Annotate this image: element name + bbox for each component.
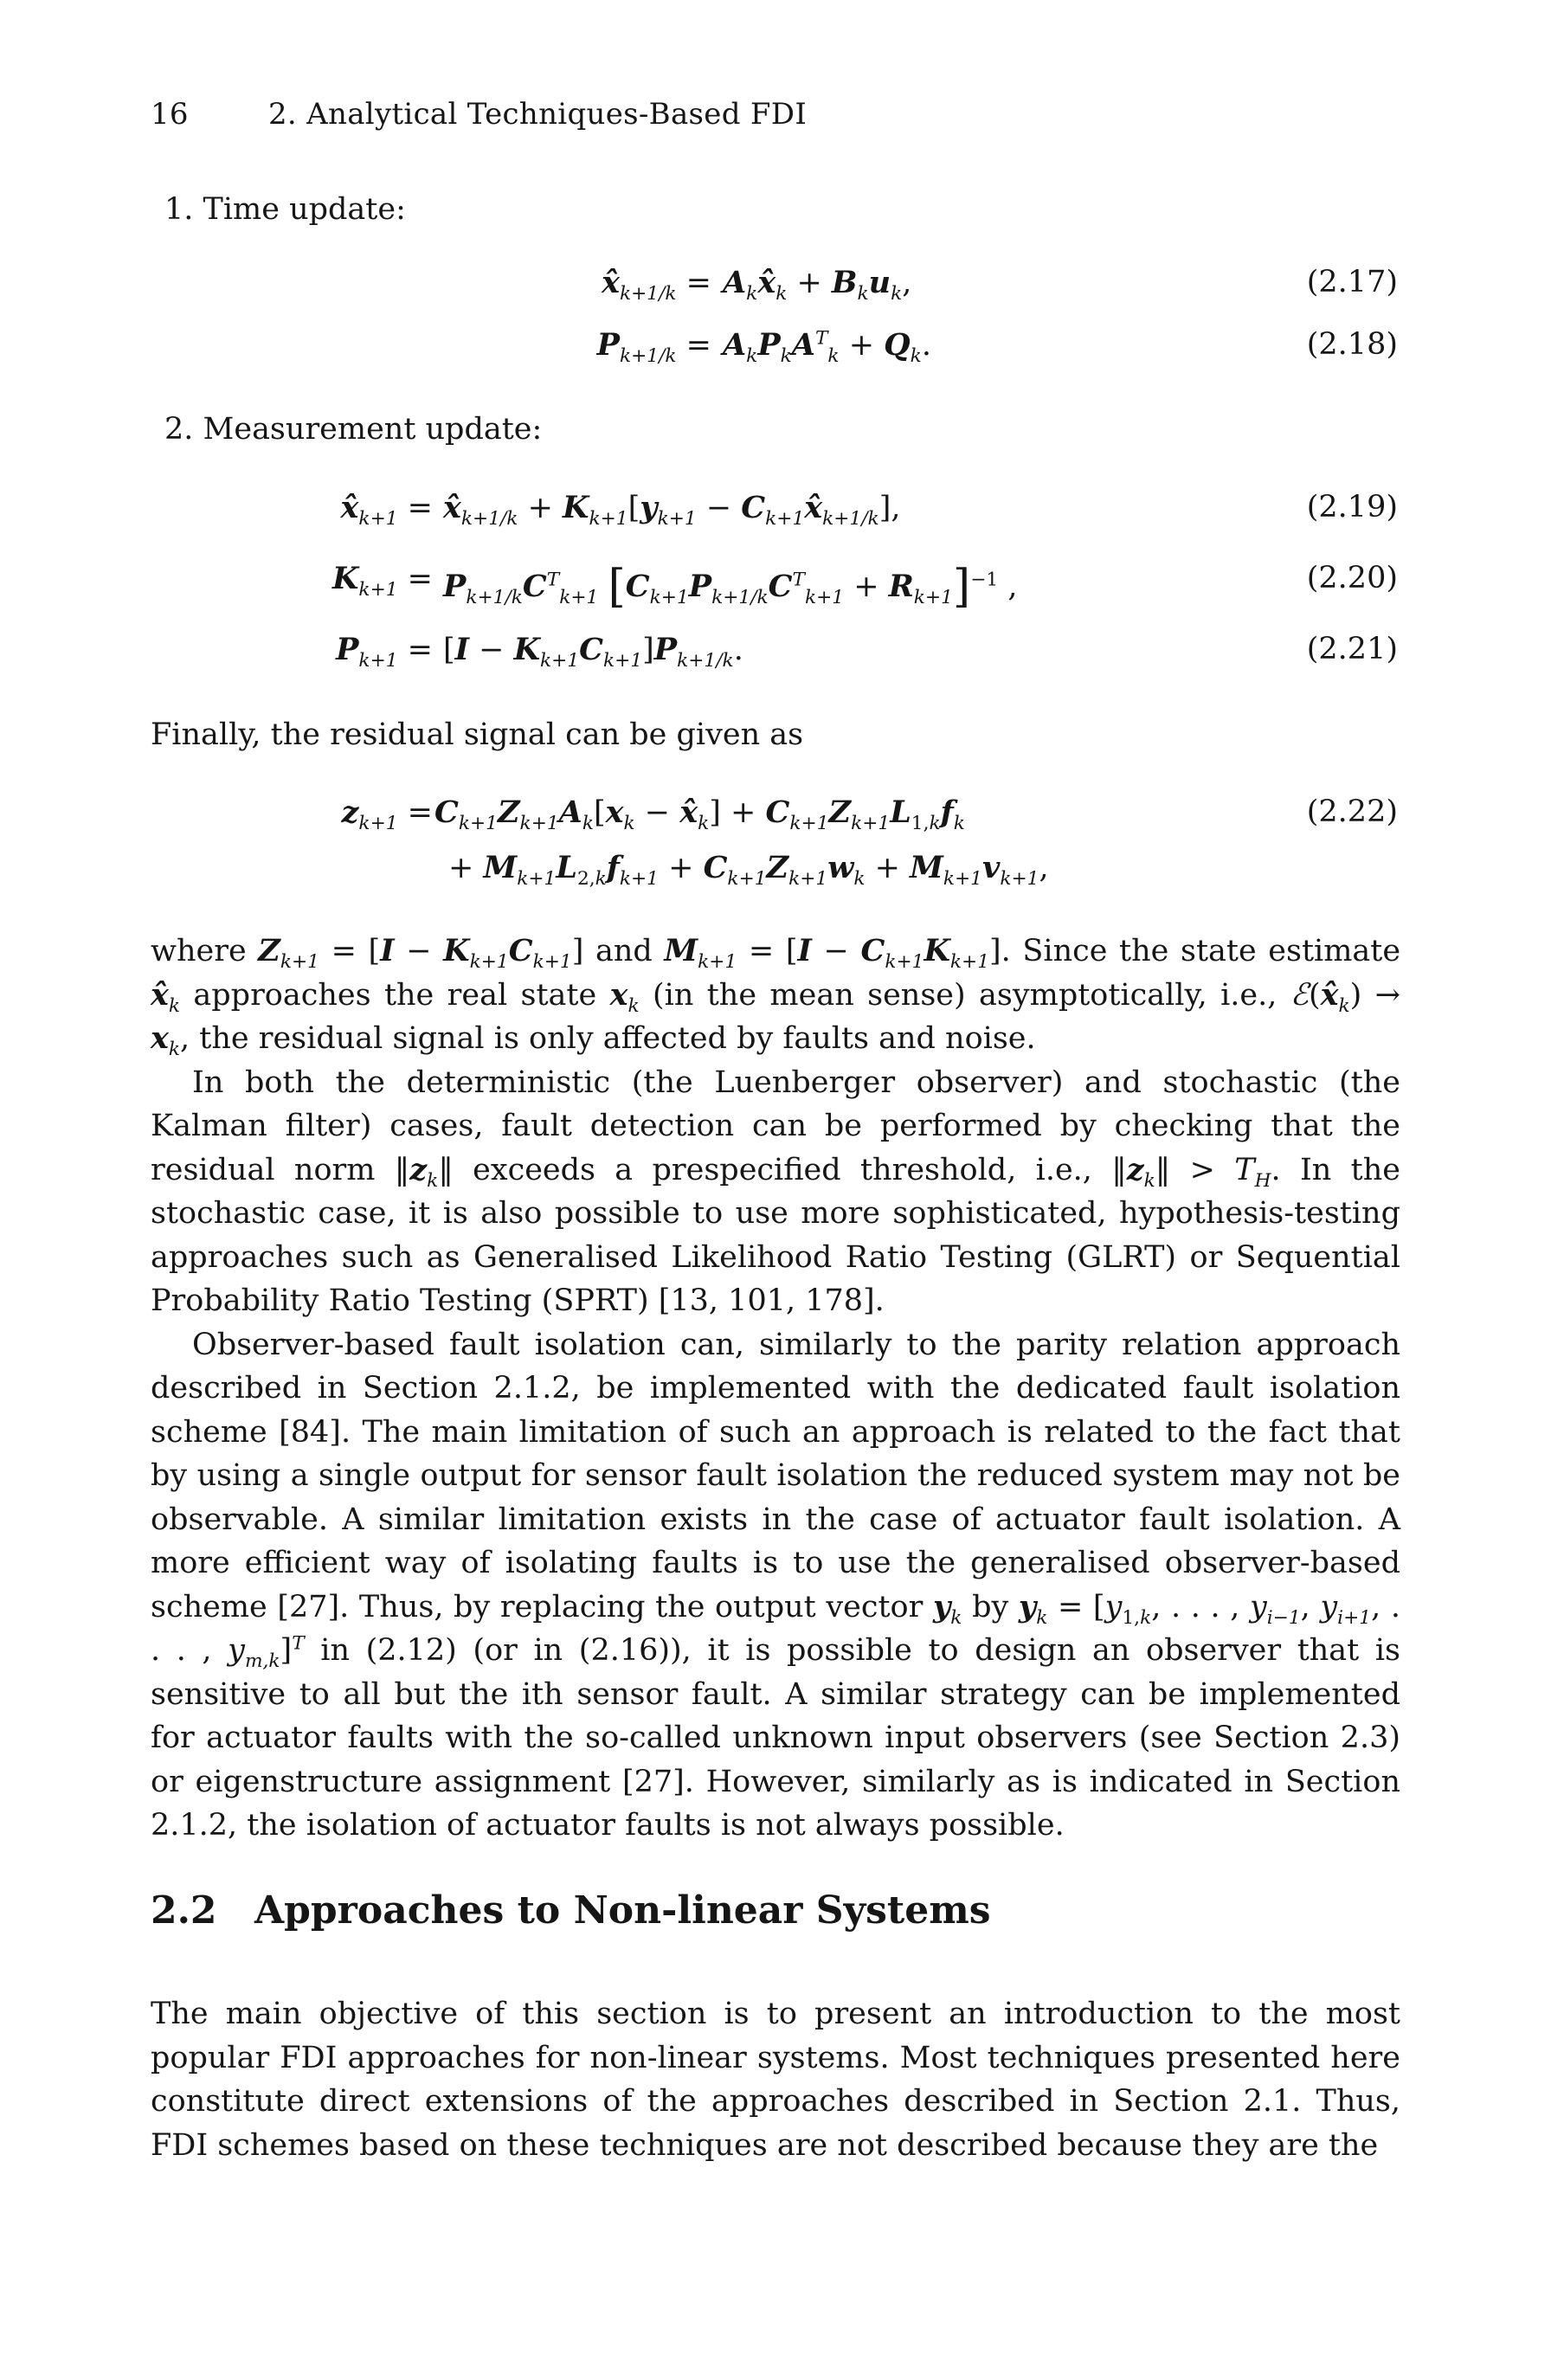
equation-number: (2.21) bbox=[1306, 632, 1398, 666]
list-item-measurement-update: 2. Measurement update: bbox=[164, 412, 543, 447]
list-item-time-update: 1. Time update: bbox=[164, 192, 406, 227]
paragraph-finally: Finally, the residual signal can be given as bbox=[151, 717, 804, 752]
equation-number: (2.17) bbox=[1306, 265, 1398, 299]
equation-2-17: $x̂_{k+1/k}$ = $A_kx̂_k + B_ku_k$, (2.17) bbox=[602, 265, 1398, 305]
equation-number: (2.20) bbox=[1306, 561, 1398, 595]
equation-number: (2.22) bbox=[1306, 794, 1398, 829]
equation-2-22-continued: + $M_{k+1}L_{2,k}f_{k+1} + C_{k+1}Z_{k+1}w_k + M_{k+1}v_{k+1}$, bbox=[448, 850, 1049, 890]
equation-2-21: $P_{k+1}$ = $[I - K_{k+1}C_{k+1}]P_{k+1/k}$. (2.21) bbox=[336, 632, 1398, 672]
body-text: where $Z_{k+1} = [I - K_{k+1}C_{k+1}]$ and $M_{k+1} = [I - C_{k+1}K_{k+1}]$. Since the state estimate $x̂_k$ approaches the real state $x_k$ (in the mean sense) asymptotically, i.e., $ℰ(x̂_k) \to x_k$, the residual signal is only affected by faults and noise. In both the deterministic (the Luenberger observer) and stochastic (the Kalman filter) cases, fault detection can be performed by checking that the residual norm $‖z_k‖$ exceeds a prespecified threshold, i.e., $‖z_k‖ > T_H$. In the stochastic case, it is also possible to use more sophisticated, hypothesis-testing approaches such as Generalised Likelihood Ratio Testing (GLRT) or Sequential Probability Ratio Testing (SPRT) [13, 101, 178]. Observer-based fault isolation can, similarly to the parity relation approach described in Section 2.1.2, be implemented with the dedicated fault isolation scheme [84]. The main limitation of such an approach is related to the fact that by using a single output for sensor fault isolation the reduced system may not be observable. A similar limitation exists in the case of actuator fault isolation. A more efficient way of isolating faults is to use the generalised observer-based scheme [27]. Thus, by replacing the output vector $y_k$ by $y_k = [y_{1,k}$, . . . , $y_{i-1}$, $y_{i+1}$, . . . , $y_{m,k}]^T$ in (2.12) (or in (2.16)), it is possible to design an observer that is sensitive to all but the ith sensor fault. A similar strategy can be implemented for actuator faults with the so-called unknown input observers (see Section 2.3) or eigenstructure assignment [27]. However, similarly as is indicated in Section 2.1.2, the isolation of actuator faults is not always possible. bbox=[151, 933, 1401, 1843]
equation-2-22: $z_{k+1}$ = $C_{k+1}Z_{k+1}A_k[x_k$ − $x̂_k] + C_{k+1}Z_{k+1}L_{1,k}f_k$ (2.22) bbox=[341, 794, 1398, 834]
equation-number: (2.19) bbox=[1306, 490, 1398, 524]
equation-number: (2.18) bbox=[1306, 327, 1398, 362]
running-title: 2. Analytical Techniques-Based FDI bbox=[268, 97, 808, 132]
section-heading: 2.2 Approaches to Non-linear Systems bbox=[151, 1888, 991, 1933]
equation-2-20: $K_{k+1}$ = $P_{k+1/k}C^T_{k+1}$ $[C_{k+1}P_{k+1/k}C^T_{k+1} + R_{k+1}]^{-1}$ , (2.20) bbox=[332, 561, 1398, 613]
page-number: 16 bbox=[151, 97, 189, 132]
section-paragraph: The main objective of this section is to present an introduction to the most popular FDI approaches for non-linear systems. Most techniques presented here constitute direct extensions of the approaches described in Section 2.1. Thus, FDI schemes based on these techniques are not described because they are the bbox=[151, 1997, 1400, 2163]
equation-2-18: $P_{k+1/k}$ = $A_kP_kA^T_k + Q_k$. (2.18) bbox=[596, 327, 1398, 367]
equation-2-19: $x̂_{k+1}$ = $x̂_{k+1/k} + K_{k+1}[y_{k+1}$ − $C_{k+1}x̂_{k+1/k}$], (2.19) bbox=[340, 490, 1398, 530]
